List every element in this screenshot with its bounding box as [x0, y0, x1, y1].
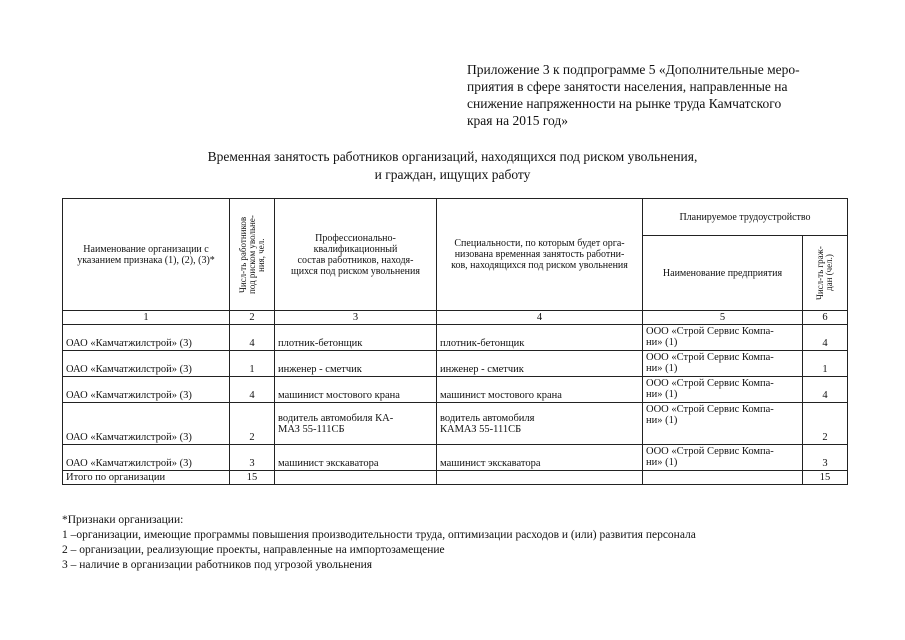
title-line-2: и граждан, ищущих работу — [374, 167, 531, 182]
footnote-item: 1 –организации, имеющие программы повышения производительности труда, оптимизации расходов и (или) развития персонала — [62, 529, 696, 541]
cell-org: ОАО «Камчатжилстрой» (3) — [63, 377, 230, 403]
cell-prof: инженер - сметчик — [275, 351, 437, 377]
cell-prof: водитель автомобиля КА- МАЗ 55-111СБ — [275, 403, 437, 445]
cell-count: 2 — [230, 403, 275, 445]
header-citizens-count-text: Числ-ть граж- дан (чел.) — [815, 246, 834, 300]
table-row — [63, 377, 848, 403]
cell-org: ОАО «Камчатжилстрой» (3) — [63, 445, 230, 471]
cell-count: 1 — [230, 351, 275, 377]
cell-prof: машинист экскаватора — [275, 445, 437, 471]
table-row — [63, 325, 848, 351]
cell-spec: инженер - сметчик — [437, 351, 643, 377]
cell-enterprise: ООО «Строй Сервис Компа- ни» (1) — [643, 377, 803, 403]
column-number: 6 — [803, 311, 848, 325]
cell-citizens: 3 — [803, 445, 848, 471]
header-workers-count-text: Числ-ть работников под риском увольне- ния, чел. — [237, 215, 266, 294]
header-citizens-count — [803, 236, 848, 311]
total-empty — [643, 471, 803, 485]
footnotes-heading: *Признаки организации: — [62, 514, 184, 526]
footnotes — [62, 513, 696, 573]
cell-citizens: 4 — [803, 377, 848, 403]
column-number-row — [63, 311, 848, 325]
cell-spec: машинист мостового крана — [437, 377, 643, 403]
column-number: 4 — [437, 311, 643, 325]
column-number: 5 — [643, 311, 803, 325]
footnote-item: 3 – наличие в организации работников под угрозой увольнения — [62, 559, 373, 571]
header-workers-count — [230, 199, 275, 311]
total-citizens: 15 — [803, 471, 848, 485]
header-prof-qual: Профессионально- квалификационный состав работников, находя- щихся под риском увольнения — [275, 199, 437, 311]
footnote-item: 2 – организации, реализующие проекты, направленные на импортозамещение — [62, 544, 445, 556]
total-empty — [437, 471, 643, 485]
header-org-name: Наименование организации с указанием признака (1), (2), (3)* — [63, 199, 230, 311]
cell-prof: плотник-бетонщик — [275, 325, 437, 351]
cell-enterprise: ООО «Строй Сервис Компа- ни» (1) — [643, 445, 803, 471]
table-row — [63, 351, 848, 377]
cell-org: ОАО «Камчатжилстрой» (3) — [63, 403, 230, 445]
cell-spec: плотник-бетонщик — [437, 325, 643, 351]
total-count: 15 — [230, 471, 275, 485]
column-number: 1 — [63, 311, 230, 325]
cell-count: 4 — [230, 377, 275, 403]
cell-enterprise: ООО «Строй Сервис Компа- ни» (1) — [643, 403, 803, 445]
total-label: Итого по организации — [63, 471, 230, 485]
cell-citizens: 2 — [803, 403, 848, 445]
total-empty — [275, 471, 437, 485]
cell-enterprise: ООО «Строй Сервис Компа- ни» (1) — [643, 351, 803, 377]
cell-org: ОАО «Камчатжилстрой» (3) — [63, 351, 230, 377]
cell-count: 3 — [230, 445, 275, 471]
header-enterprise: Наименование предприятия — [643, 236, 803, 311]
cell-spec: водитель автомобиля КАМАЗ 55-111СБ — [437, 403, 643, 445]
total-row — [63, 471, 848, 485]
cell-citizens: 1 — [803, 351, 848, 377]
column-number: 2 — [230, 311, 275, 325]
annex-line: Приложение 3 к подпрограмме 5 «Дополнительные меро- — [467, 62, 800, 77]
document-title — [0, 148, 905, 184]
cell-org: ОАО «Камчатжилстрой» (3) — [63, 325, 230, 351]
employment-table — [62, 198, 848, 485]
annex-reference — [467, 61, 852, 129]
cell-spec: машинист экскаватора — [437, 445, 643, 471]
cell-count: 4 — [230, 325, 275, 351]
table-row — [63, 445, 848, 471]
cell-citizens: 4 — [803, 325, 848, 351]
column-number: 3 — [275, 311, 437, 325]
header-specialties: Специальности, по которым будет орга- низована временная занятость работни- ков, находящихся под риском увольнения — [437, 199, 643, 311]
header-planned: Планируемое трудоустройство — [643, 199, 848, 236]
annex-line: края на 2015 год» — [467, 113, 569, 128]
cell-prof: машинист мостового крана — [275, 377, 437, 403]
cell-enterprise: ООО «Строй Сервис Компа- ни» (1) — [643, 325, 803, 351]
annex-line: приятия в сфере занятости населения, направленные на — [467, 79, 788, 94]
annex-line: снижение напряженности на рынке труда Камчатского — [467, 96, 782, 111]
table-row — [63, 403, 848, 445]
title-line-1: Временная занятость работников организаций, находящихся под риском увольнения, — [207, 149, 698, 164]
